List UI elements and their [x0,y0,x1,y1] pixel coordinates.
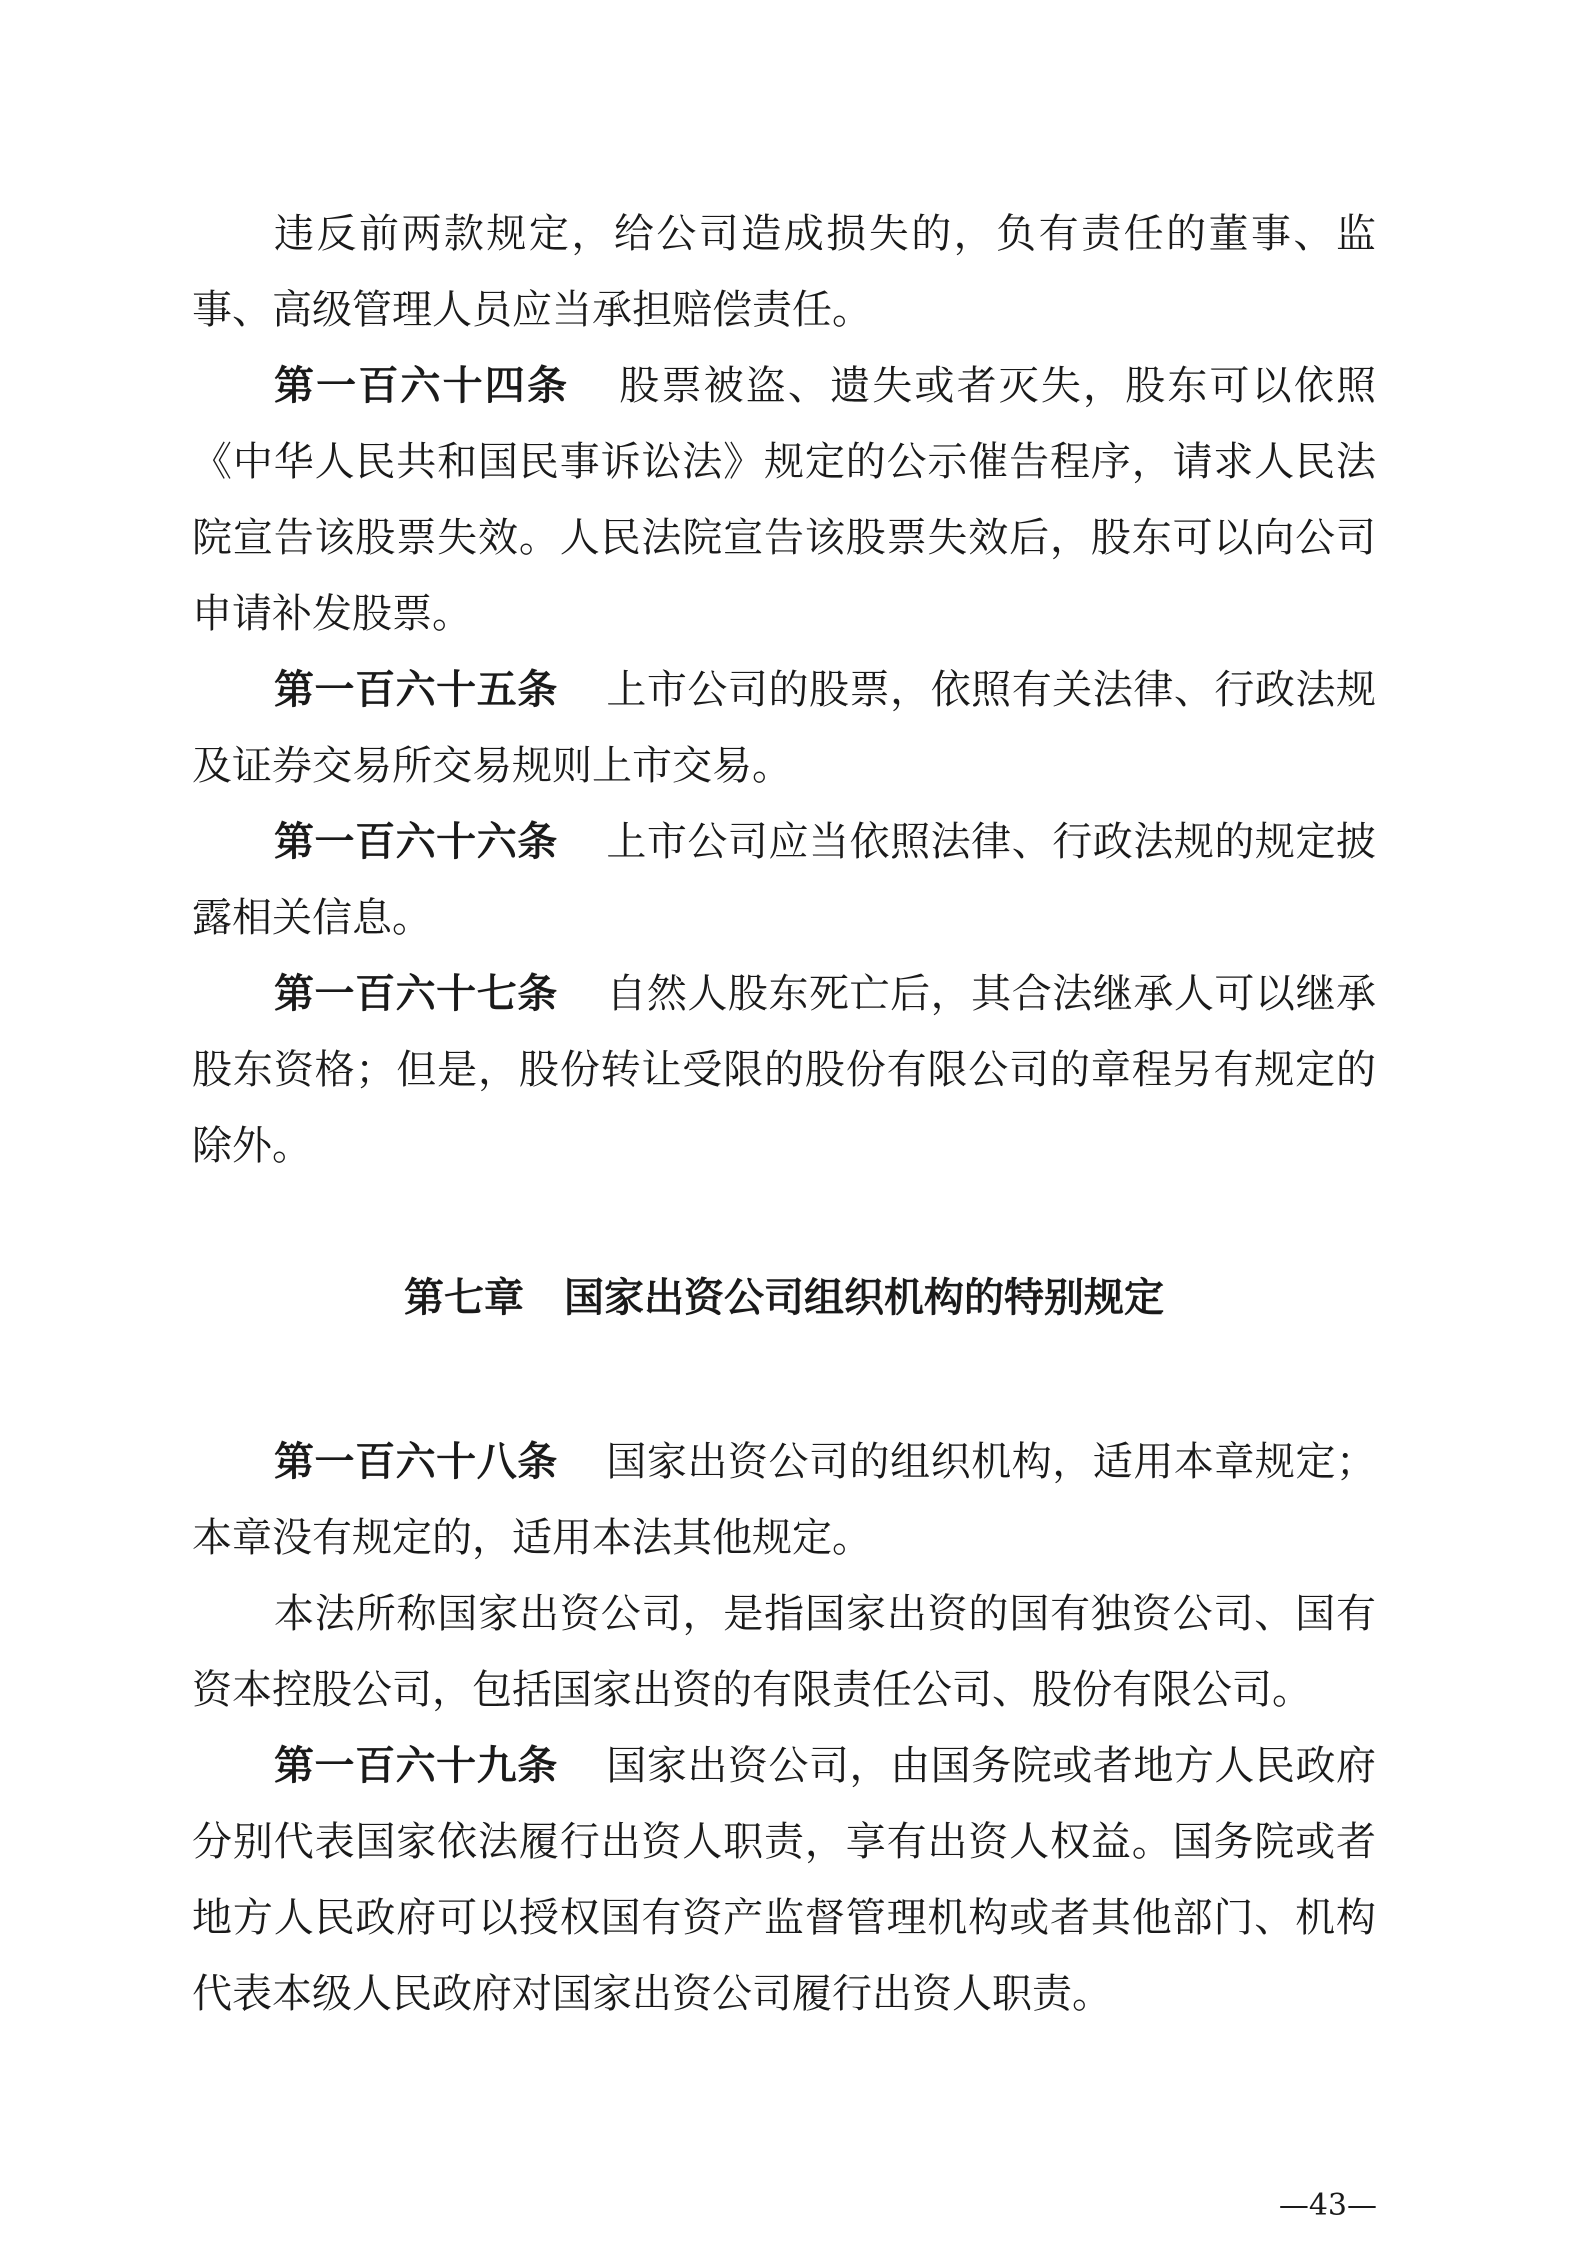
article-paragraph [192,804,1376,956]
document-page [192,196,1376,2032]
article-paragraph [192,652,1376,804]
article-text: 国家出资公司的组织机构，适用本章规定；本章没有规定的，适用本法其他规定。 [192,1439,1377,1561]
article-paragraph [192,348,1376,652]
paragraph-text: 违反前两款规定，给公司造成损失的，负有责任的董事、监事、高级管理人员应当承担赔偿责任。 [192,211,1376,333]
article-heading: 第一百六十九条 [274,1743,558,1789]
article-paragraph [192,1424,1376,1576]
article-heading: 第一百六十七条 [274,971,558,1017]
page-number: —43— [1278,2188,1377,2223]
article-heading: 第一百六十八条 [274,1439,558,1485]
article-paragraph [192,1728,1376,2032]
article-text: 股票被盗、遗失或者灭失，股东可以依照《中华人民共和国民事诉讼法》规定的公示催告程序，请求人民法院宣告该股票失效。人民法院宣告该股票失效后，股东可以向公司申请补发股票。 [192,363,1377,637]
article-heading: 第一百六十六条 [274,819,558,865]
article-heading: 第一百六十四条 [274,363,570,409]
article-text: 上市公司的股票，依照有关法律、行政法规及证券交易所交易规则上市交易。 [192,667,1377,789]
paragraph-text: 本法所称国家出资公司，是指国家出资的国有独资公司、国有资本控股公司，包括国家出资的有限责任公司、股份有限公司。 [192,1591,1376,1713]
chapter-title: 国家出资公司组织机构的特别规定 [564,1275,1164,1321]
article-text: 上市公司应当依照法律、行政法规的规定披露相关信息。 [192,819,1377,941]
article-text: 自然人股东死亡后，其合法继承人可以继承股东资格；但是，股份转让受限的股份有限公司的章程另有规定的除外。 [192,971,1377,1169]
article-paragraph [192,956,1376,1184]
chapter-heading [192,1260,1376,1336]
chapter-number: 第七章 [404,1275,524,1321]
paragraph [192,196,1376,348]
paragraph [192,1576,1376,1728]
article-heading: 第一百六十五条 [274,667,558,713]
article-text: 国家出资公司，由国务院或者地方人民政府分别代表国家依法履行出资人职责，享有出资人权益。国务院或者地方人民政府可以授权国有资产监督管理机构或者其他部门、机构代表本级人民政府对国家出资公司履行出资人职责。 [192,1743,1377,2017]
